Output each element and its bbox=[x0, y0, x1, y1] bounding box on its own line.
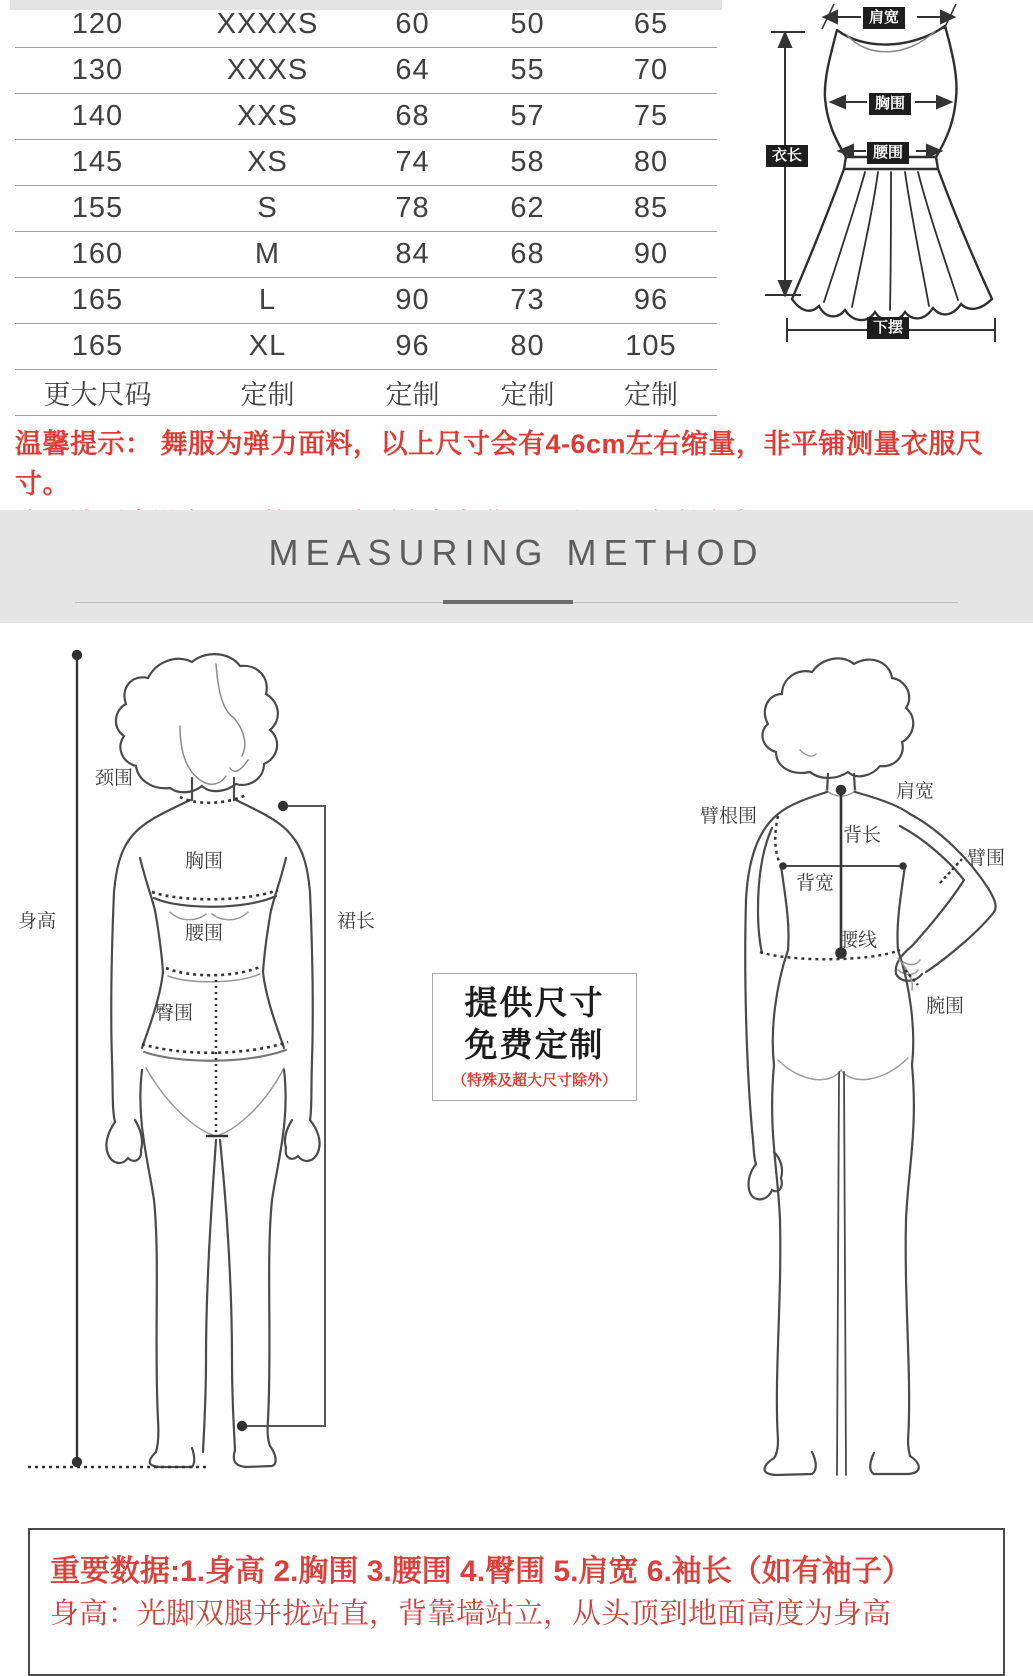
back-arm-label: 臂围 bbox=[967, 848, 1006, 869]
important-line-1: 重要数据:1.身高 2.胸围 3.腰围 4.臀围 5.肩宽 6.袖长（如有袖子） bbox=[50, 1555, 912, 1588]
back-width-label: 背宽 bbox=[796, 873, 835, 894]
size-cell: XXXXS bbox=[180, 2, 355, 48]
table-row bbox=[15, 2, 717, 48]
size-cell: 57 bbox=[470, 94, 585, 140]
table-row bbox=[15, 278, 717, 324]
size-cell: 75 bbox=[585, 94, 717, 140]
back-shoulder-label: 肩宽 bbox=[896, 781, 935, 802]
free-custom-box bbox=[432, 973, 637, 1101]
size-cell: 90 bbox=[585, 232, 717, 278]
table-row-custom bbox=[15, 370, 717, 416]
measuring-method-banner bbox=[0, 510, 1033, 623]
size-cell: 定制 bbox=[355, 370, 470, 416]
important-line-2-partial: 身高：光脚双腿并拢站直，背靠墙站立，从头顶到地面高度为身高 bbox=[50, 1598, 892, 1630]
banner-divider-accent bbox=[443, 600, 573, 604]
table-row bbox=[15, 140, 717, 186]
size-cell: 65 bbox=[585, 2, 717, 48]
back-length-label: 背长 bbox=[843, 825, 882, 846]
back-wrist-label: 腕围 bbox=[926, 996, 965, 1017]
size-cell: 120 bbox=[15, 2, 180, 48]
back-waist-line-label: 腰线 bbox=[839, 930, 878, 951]
dress-length-tag: 衣长 bbox=[766, 145, 808, 167]
dress-measure-diagram bbox=[725, 0, 1033, 415]
size-cell: 130 bbox=[15, 48, 180, 94]
dress-waist-tag: 腰围 bbox=[867, 142, 909, 164]
size-cell: 70 bbox=[585, 48, 717, 94]
size-cell: XXS bbox=[180, 94, 355, 140]
size-cell: 96 bbox=[585, 278, 717, 324]
size-cell: 定制 bbox=[180, 370, 355, 416]
size-cell: S bbox=[180, 186, 355, 232]
dress-shoulder-tag: 肩宽 bbox=[863, 7, 905, 29]
size-cell: 105 bbox=[585, 324, 717, 370]
banner-title: MEASURING METHOD bbox=[268, 532, 765, 573]
size-cell: 165 bbox=[15, 324, 180, 370]
table-row bbox=[15, 48, 717, 94]
notice-line-1: 温馨提示： 舞服为弹力面料，以上尺寸会有4-6cm左右缩量，非平铺测量衣服尺寸。 bbox=[15, 429, 984, 499]
size-cell: 68 bbox=[355, 94, 470, 140]
table-row bbox=[15, 186, 717, 232]
front-skirt-length-label: 裙长 bbox=[337, 911, 376, 932]
size-cell: 定制 bbox=[585, 370, 717, 416]
front-bust-label: 胸围 bbox=[185, 851, 224, 872]
size-cell: XL bbox=[180, 324, 355, 370]
size-cell: 55 bbox=[470, 48, 585, 94]
size-cell: 165 bbox=[15, 278, 180, 324]
front-hip-label: 臀围 bbox=[155, 1003, 194, 1024]
size-cell: 更大尺码 bbox=[15, 370, 180, 416]
size-table bbox=[15, 2, 717, 416]
size-cell: 84 bbox=[355, 232, 470, 278]
size-cell: 85 bbox=[585, 186, 717, 232]
dress-bust-tag: 胸围 bbox=[869, 93, 911, 115]
size-cell: XXXS bbox=[180, 48, 355, 94]
size-cell: 155 bbox=[15, 186, 180, 232]
back-figure-drawing bbox=[650, 640, 1033, 1480]
size-cell: 50 bbox=[470, 2, 585, 48]
size-cell: 74 bbox=[355, 140, 470, 186]
front-height-label: 身高 bbox=[18, 911, 57, 932]
important-data-box bbox=[28, 1528, 1005, 1676]
size-cell: 60 bbox=[355, 2, 470, 48]
size-cell: 68 bbox=[470, 232, 585, 278]
dress-hem-tag: 下摆 bbox=[867, 317, 909, 339]
size-cell: 78 bbox=[355, 186, 470, 232]
dress-outline-drawing bbox=[725, 0, 1033, 415]
table-row bbox=[15, 94, 717, 140]
size-cell: 58 bbox=[470, 140, 585, 186]
custom-box-line-1: 提供尺寸 bbox=[464, 984, 605, 1021]
size-cell: 160 bbox=[15, 232, 180, 278]
back-arm-root-label: 臂根围 bbox=[700, 806, 758, 827]
size-cell: 64 bbox=[355, 48, 470, 94]
size-cell: 62 bbox=[470, 186, 585, 232]
size-cell: 90 bbox=[355, 278, 470, 324]
size-cell: 145 bbox=[15, 140, 180, 186]
size-cell: XS bbox=[180, 140, 355, 186]
size-cell: 定制 bbox=[470, 370, 585, 416]
front-waist-label: 腰围 bbox=[185, 923, 224, 944]
table-row bbox=[15, 324, 717, 370]
size-cell: 96 bbox=[355, 324, 470, 370]
custom-box-line-2: 免费定制 bbox=[464, 1026, 605, 1063]
custom-box-note: （特殊及超大尺寸除外） bbox=[451, 1072, 617, 1089]
size-cell: L bbox=[180, 278, 355, 324]
size-cell: 80 bbox=[470, 324, 585, 370]
size-cell: M bbox=[180, 232, 355, 278]
front-figure-drawing bbox=[20, 640, 380, 1470]
size-cell: 80 bbox=[585, 140, 717, 186]
table-row bbox=[15, 232, 717, 278]
size-cell: 140 bbox=[15, 94, 180, 140]
size-cell: 73 bbox=[470, 278, 585, 324]
front-neck-label: 颈围 bbox=[95, 768, 134, 789]
